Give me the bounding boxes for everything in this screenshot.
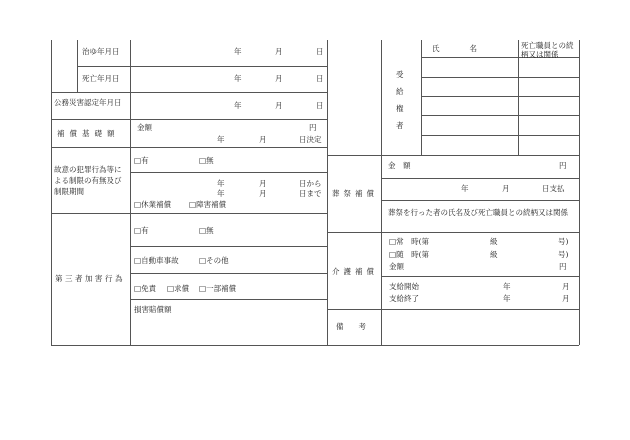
accident-month: 月	[275, 101, 283, 110]
crime-from: 日から	[299, 179, 322, 188]
base-amount-label: 金額	[137, 123, 152, 132]
crime-no-checkbox[interactable]: □無	[199, 156, 214, 165]
recipient-label: 受給権者	[396, 70, 404, 130]
nursing-start-label: 支給開始	[389, 282, 419, 291]
rule	[421, 77, 579, 78]
accident-day: 日	[316, 101, 324, 110]
rule	[130, 246, 327, 247]
rule	[77, 66, 327, 67]
base-year: 年	[217, 135, 225, 144]
rule	[579, 40, 580, 345]
rule	[421, 135, 579, 136]
name-column-header: 氏 名	[432, 44, 477, 53]
funeral-year: 年	[461, 184, 469, 193]
cure-month: 月	[275, 47, 283, 56]
third-no-checkbox[interactable]: □無	[199, 226, 214, 235]
crime-limitation-label: 故意の犯罪行為等による制限の有無及び制限期間	[54, 165, 122, 196]
rule	[327, 155, 579, 156]
nursing-end-label: 支給終了	[389, 294, 419, 303]
nursing-end-month: 月	[562, 294, 570, 303]
rule	[327, 232, 579, 233]
funeral-performer: 葬祭を行った者の氏名及び死亡職員との続柄又は関係	[388, 208, 568, 217]
exempt-checkbox[interactable]: □免責	[134, 284, 157, 293]
death-day: 日	[316, 74, 324, 83]
base-yen: 円	[309, 123, 317, 132]
death-date-label: 死亡年月日	[82, 74, 120, 83]
funeral-amount-label: 金 額	[388, 161, 411, 170]
car-accident-checkbox[interactable]: □自動車事故	[134, 256, 179, 265]
funeral-paid: 日支払	[542, 184, 565, 193]
cure-year: 年	[234, 47, 242, 56]
crime-yes-checkbox[interactable]: □有	[134, 156, 149, 165]
nursing-yen: 円	[559, 262, 567, 271]
crime-from-year: 年	[217, 179, 225, 188]
rule	[51, 345, 327, 346]
death-year: 年	[234, 74, 242, 83]
rule	[327, 345, 579, 346]
funeral-month: 月	[502, 184, 510, 193]
rule	[51, 119, 327, 120]
relation-column-header: 死亡職員との続柄又は関係	[521, 41, 574, 59]
nursing-amount-label: 金額	[389, 262, 404, 271]
rule	[381, 178, 579, 179]
nursing-regular-checkbox[interactable]: □常 時(第	[389, 237, 430, 246]
funeral-yen: 円	[559, 161, 567, 170]
third-yes-checkbox[interactable]: □有	[134, 226, 149, 235]
rule	[51, 213, 327, 214]
crime-until: 日まで	[299, 189, 322, 198]
rule	[381, 276, 579, 277]
disability-comp-checkbox[interactable]: □障害補償	[189, 200, 227, 209]
rule	[130, 299, 327, 300]
cure-date-label: 治ゆ年月日	[82, 47, 120, 56]
nursing-occasional-item: 号)	[558, 250, 569, 259]
rule	[421, 96, 579, 97]
claim-checkbox[interactable]: □求償	[167, 284, 190, 293]
nursing-start-year: 年	[503, 282, 511, 291]
leave-comp-checkbox[interactable]: □休業補償	[134, 200, 172, 209]
partial-checkbox[interactable]: □一部補償	[199, 284, 237, 293]
accident-year: 年	[234, 101, 242, 110]
nursing-end-year: 年	[503, 294, 511, 303]
third-party-label: 第三者加害行為	[55, 274, 125, 283]
nursing-start-month: 月	[562, 282, 570, 291]
crime-until-month: 月	[259, 189, 267, 198]
remarks-label: 備 考	[336, 322, 366, 331]
base-decided: 日決定	[299, 135, 322, 144]
damages-label: 損害賠償額	[134, 305, 172, 314]
crime-from-month: 月	[259, 179, 267, 188]
rule	[421, 115, 579, 116]
base-month: 月	[259, 135, 267, 144]
crime-until-year: 年	[217, 189, 225, 198]
rule	[51, 147, 327, 148]
nursing-regular-grade: 級	[490, 237, 498, 246]
rule	[51, 92, 327, 93]
rule	[381, 200, 579, 201]
rule	[327, 40, 328, 345]
nursing-occasional-grade: 級	[490, 250, 498, 259]
nursing-regular-item: 号)	[558, 237, 569, 246]
base-compensation-label: 補償基礎額	[57, 129, 120, 138]
rule	[327, 309, 579, 310]
public-accident-label: 公務災害認定年月日	[54, 98, 122, 107]
other-checkbox[interactable]: □その他	[199, 256, 229, 265]
rule	[130, 273, 327, 274]
rule	[51, 40, 52, 345]
death-month: 月	[275, 74, 283, 83]
nursing-occasional-checkbox[interactable]: □随 時(第	[389, 250, 430, 259]
nursing-label: 介護補償	[332, 267, 378, 276]
funeral-label: 葬祭補償	[332, 189, 378, 198]
rule	[381, 40, 382, 345]
cure-day: 日	[316, 47, 324, 56]
rule	[130, 172, 327, 173]
